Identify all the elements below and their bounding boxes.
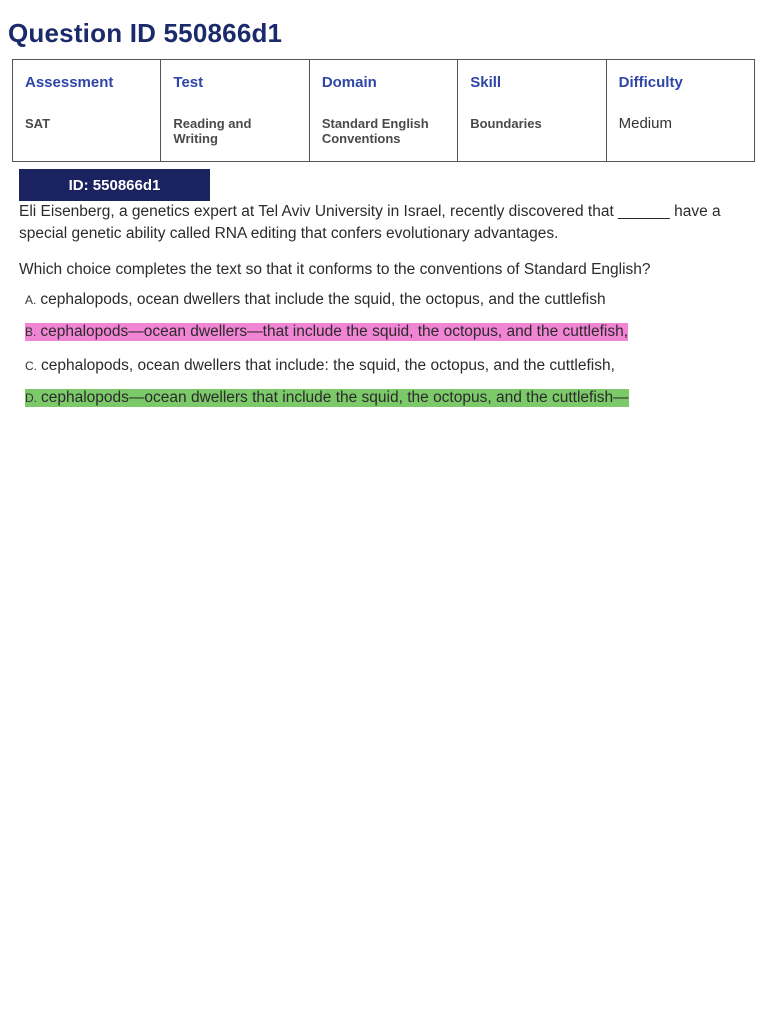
choice-letter: D. (25, 391, 37, 405)
page-title: Question ID 550866d1 (8, 18, 283, 48)
answer-choice-d[interactable] (25, 389, 629, 407)
answer-choice-c[interactable] (25, 357, 615, 375)
meta-column-assessment (13, 60, 161, 161)
meta-value-assessment: SAT (25, 116, 51, 131)
meta-header-domain: Domain (321, 74, 377, 91)
meta-header-skill: Skill (470, 74, 502, 91)
answer-choice-b[interactable] (25, 323, 628, 341)
question-metadata-table (12, 59, 755, 162)
question-stem: Which choice completes the text so that it conforms to the conventions of Standard English? (19, 261, 651, 278)
answer-choice-a[interactable] (25, 291, 606, 309)
meta-column-domain (310, 60, 458, 161)
choice-text: cephalopods—ocean dwellers—that include the squid, the octopus, and the cuttlefish, (40, 323, 628, 340)
meta-column-difficulty (607, 60, 754, 161)
meta-header-assessment: Assessment (25, 74, 114, 91)
choice-text: cephalopods—ocean dwellers that include the squid, the octopus, and the cuttlefish— (41, 389, 629, 406)
choice-letter: B. (25, 325, 37, 339)
meta-header-difficulty: Difficulty (618, 74, 683, 91)
meta-value-skill: Boundaries (470, 116, 542, 131)
choice-letter: A. (25, 293, 37, 307)
meta-header-test: Test (173, 74, 204, 91)
question-id-badge: ID: 550866d1 (19, 169, 210, 201)
meta-value-test: Reading and Writing (173, 116, 252, 146)
choice-text: cephalopods, ocean dwellers that include: the squid, the octopus, and the cuttlefish, (41, 357, 615, 374)
meta-column-skill (458, 60, 606, 161)
passage-text: Eli Eisenberg, a genetics expert at Tel Aviv University in Israel, recently discovered that ______ have a special genetic ability called RNA editing that confers evolutionary advantages. (19, 203, 721, 242)
choice-letter: C. (25, 359, 37, 373)
choice-text: cephalopods, ocean dwellers that include the squid, the octopus, and the cuttlefish (40, 291, 606, 308)
meta-value-difficulty: Medium (618, 115, 672, 132)
meta-column-test (161, 60, 309, 161)
meta-value-domain: Standard English Conventions (321, 116, 429, 146)
